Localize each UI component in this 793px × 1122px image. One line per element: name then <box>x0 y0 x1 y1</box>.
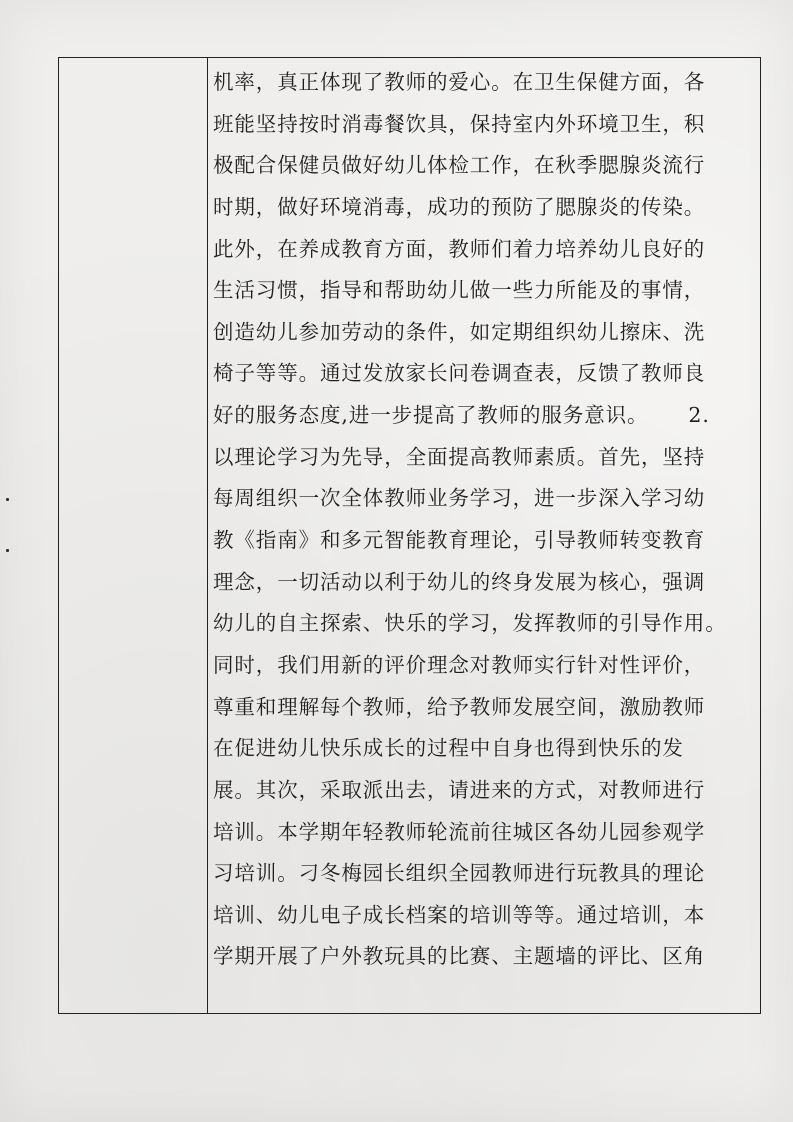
text-line: 习培训。刁冬梅园长组织全园教师进行玩教具的理论 <box>213 861 706 886</box>
content-cell <box>208 58 760 1013</box>
text-line: 每周组织一次全体教师业务学习，进一步深入学习幼 <box>213 486 706 511</box>
label-cell <box>59 58 207 1013</box>
text-line: 创造幼儿参加劳动的条件，如定期组织幼儿擦床、洗 <box>213 319 706 344</box>
form-table <box>58 57 761 1014</box>
text-line: 机率，真正体现了教师的爱心。在卫生保健方面，各 <box>213 70 706 94</box>
text-line: 理念，一切活动以利于幼儿的终身发展为核心，强调 <box>213 569 706 594</box>
text-line: 教《指南》和多元智能教育理论，引导教师转变教育 <box>213 528 706 553</box>
margin-mark <box>6 549 9 552</box>
text-line: 生活习惯，指导和帮助幼儿做一些力所能及的事情， <box>213 278 706 303</box>
text-line: 好的服务态度,进一步提高了教师的服务意识。 2. <box>213 403 710 428</box>
text-line: 此外，在养成教育方面，教师们着力培养幼儿良好的 <box>213 236 706 261</box>
text-line: 时期，做好环境消毒，成功的预防了腮腺炎的传染。 <box>213 194 706 219</box>
text-line: 同时，我们用新的评价理念对教师实行针对性评价， <box>213 652 706 677</box>
text-line: 培训、幼儿电子成长档案的培训等等。通过培训，本 <box>213 902 706 927</box>
margin-mark <box>6 498 9 501</box>
text-line: 学期开展了户外教玩具的比赛、主题墙的评比、区角 <box>213 944 706 969</box>
text-line: 展。其次，采取派出去，请进来的方式，对教师进行 <box>213 777 706 802</box>
text-line: 以理论学习为先导，全面提高教师素质。首先，坚持 <box>213 444 706 469</box>
body-text <box>213 62 753 978</box>
text-line: 极配合保健员做好幼儿体检工作，在秋季腮腺炎流行 <box>213 153 706 178</box>
text-line: 椅子等等。通过发放家长问卷调查表，反馈了教师良 <box>213 361 706 386</box>
text-line: 班能坚持按时消毒餐饮具，保持室内外环境卫生，积 <box>213 111 706 136</box>
text-line: 在促进幼儿快乐成长的过程中自身也得到快乐的发 <box>213 736 684 761</box>
text-line: 尊重和理解每个教师，给予教师发展空间，激励教师 <box>213 694 706 719</box>
text-line: 幼儿的自主探索、快乐的学习，发挥教师的引导作用。 <box>213 611 727 636</box>
text-line: 培训。本学期年轻教师轮流前往城区各幼儿园参观学 <box>213 819 706 844</box>
